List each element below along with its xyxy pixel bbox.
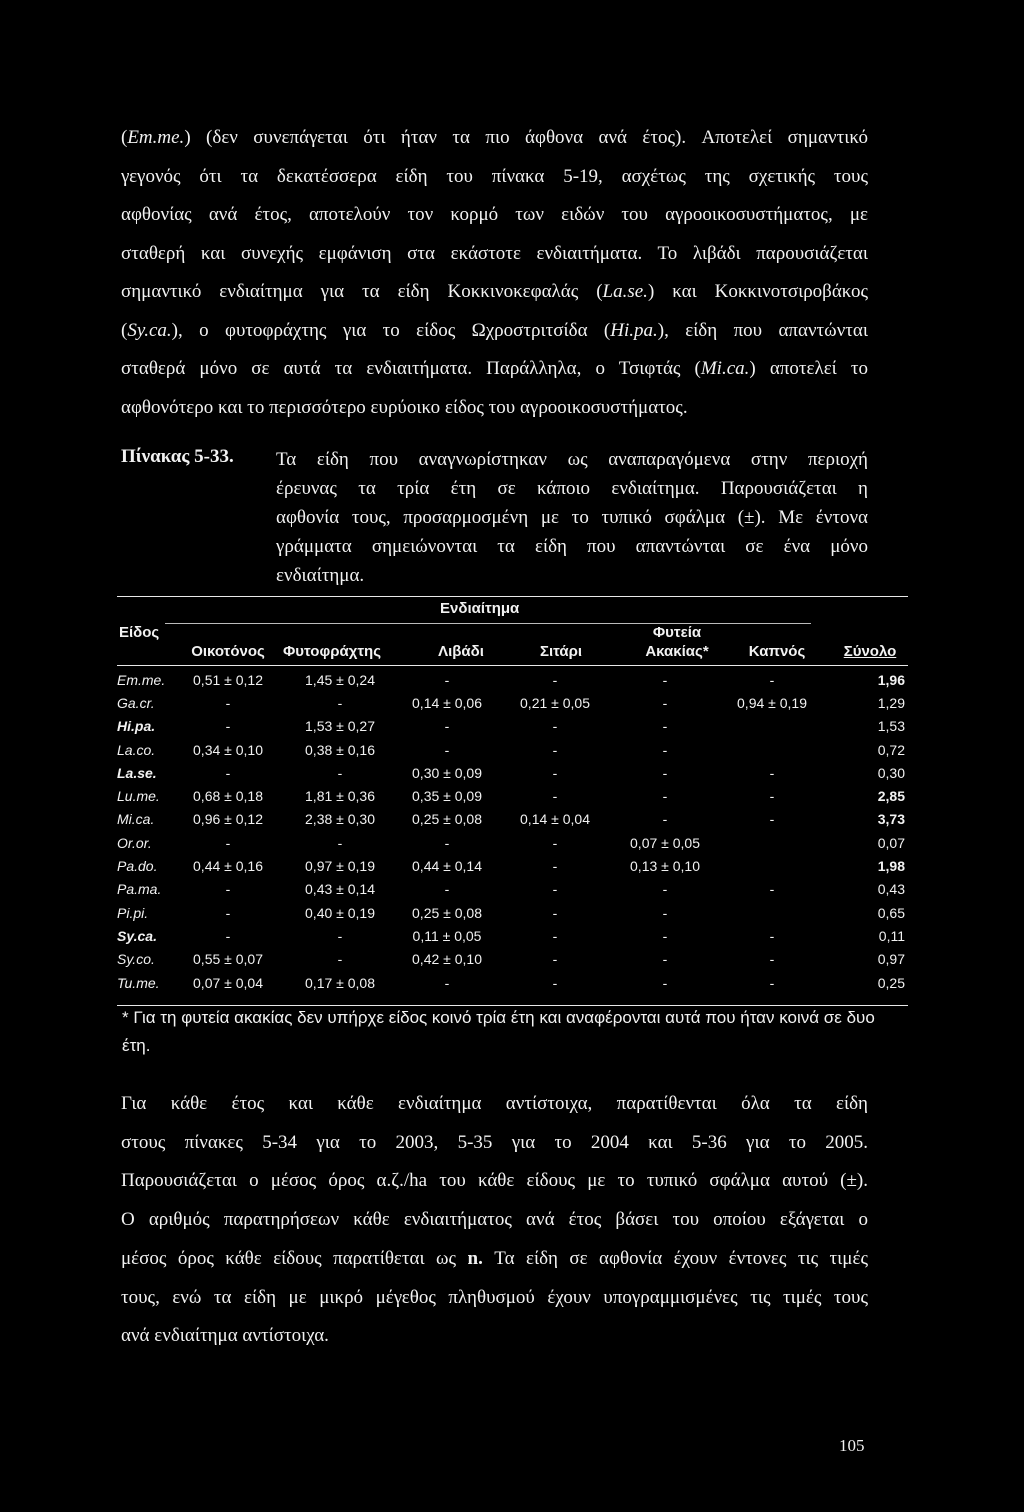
caption-line: έρευνας τα τρία έτη σε κάποιο ενδιαίτημα. Παρουσιάζεται η xyxy=(276,478,868,499)
column-header-line1: Φυτεία xyxy=(652,624,702,641)
table-row xyxy=(117,761,908,784)
table-row xyxy=(117,971,908,994)
column-header xyxy=(621,624,733,660)
table-top-rule xyxy=(117,596,908,597)
species-cell: Tu.me. xyxy=(117,974,160,991)
text-span: αφθονίας ανά έτος, αποτελούν τον κορμό των ειδών του αγροοικοσυστήματος, με xyxy=(121,204,868,225)
text-line xyxy=(121,196,868,235)
abundance-cell: - xyxy=(552,904,558,921)
species-cell: Or.or. xyxy=(117,834,152,851)
text-span: Sy.ca. xyxy=(127,319,172,341)
abundance-cell: - xyxy=(662,927,668,944)
abundance-cell xyxy=(721,854,823,877)
abundance-cell: - xyxy=(552,834,558,851)
abundance-cell: - xyxy=(225,764,231,781)
species-cell: Pa.ma. xyxy=(117,881,162,898)
column-header xyxy=(726,624,828,660)
column-header xyxy=(832,624,908,660)
abundance-cell: 0,43 ± 0,14 xyxy=(305,881,375,898)
species-cell: Mi.ca. xyxy=(117,811,155,828)
species-cell: Hi.pa. xyxy=(117,718,156,735)
column-header-line2: Ακακίας* xyxy=(645,643,709,660)
text-span: μέσος όρος κάθε είδους παρατίθεται ως xyxy=(121,1247,468,1269)
abundance-cell: - xyxy=(662,671,668,688)
text-line xyxy=(121,389,868,428)
abundance-cell: 0,14 ± 0,06 xyxy=(412,694,482,711)
total-cell: 1,29 xyxy=(877,694,905,711)
abundance-cell xyxy=(721,738,823,761)
abundance-cell: - xyxy=(662,951,668,968)
table-row xyxy=(117,668,908,691)
habitat-group-header: Ενδιαίτημα xyxy=(440,600,520,617)
total-cell: 0,11 xyxy=(878,927,905,944)
abundance-cell: 0,17 ± 0,08 xyxy=(305,974,375,991)
abundance-cell: - xyxy=(444,881,450,898)
abundance-cell xyxy=(721,715,823,738)
abundance-cell: - xyxy=(769,764,775,781)
text-span: ), ο φυτοφράχτης για το είδος Ωχροστριτσίδα ( xyxy=(171,319,611,341)
text-span: ( xyxy=(121,319,128,341)
table-footnote: * Για τη φυτεία ακακίας δεν υπήρχε είδος κοινό τρία έτη και αναφέρονται αυτά που ήταν κοινά σε δυο έτη. xyxy=(122,1008,875,1055)
abundance-cell: 0,07 ± 0,05 xyxy=(630,834,700,851)
text-span: γεγονός ότι τα δεκατέσσερα είδη του πίνακα 5-19, ασχέτως της σχετικής τους xyxy=(121,165,868,187)
total-cell: 2,85 xyxy=(877,788,905,805)
abundance-cell: - xyxy=(225,881,231,898)
text-span: Ο αριθμός παρατηρήσεων κάθε ενδιαιτήματος ανά έτος βάσει του οποίου εξάγεται ο xyxy=(121,1209,868,1231)
species-cell: Pi.pi. xyxy=(117,904,149,921)
abundance-cell: - xyxy=(662,764,668,781)
abundance-cell: 0,44 ± 0,16 xyxy=(193,858,263,875)
header-bottom-rule xyxy=(117,665,908,666)
abundance-cell: - xyxy=(225,834,231,851)
species-cell: Sy.ca. xyxy=(117,927,157,944)
abundance-cell xyxy=(721,901,823,924)
column-header-line1 xyxy=(279,624,385,643)
column-header xyxy=(407,624,515,660)
table-caption-label: Πίνακας 5-33. xyxy=(121,446,234,467)
text-span: Τα είδη σε αφθονία έχουν έντονες τις τιμές xyxy=(482,1247,868,1269)
abundance-cell: 0,44 ± 0,14 xyxy=(412,858,482,875)
abundance-cell: 0,94 ± 0,19 xyxy=(737,694,807,711)
abundance-cell: 0,35 ± 0,09 xyxy=(412,788,482,805)
abundance-cell: - xyxy=(225,927,231,944)
column-header-line2: Φυτοφράχτης xyxy=(282,643,381,660)
text-line xyxy=(121,1162,868,1201)
table-row xyxy=(117,854,908,877)
text-line xyxy=(121,119,868,158)
abundance-cell: - xyxy=(444,834,450,851)
abundance-cell: 1,81 ± 0,36 xyxy=(305,788,375,805)
abundance-cell: 0,42 ± 0,10 xyxy=(412,951,482,968)
column-header-line1 xyxy=(169,624,287,643)
abundance-cell: 0,51 ± 0,12 xyxy=(193,671,263,688)
abundance-cell: - xyxy=(662,881,668,898)
species-cell: La.co. xyxy=(117,741,156,758)
total-cell: 0,07 xyxy=(877,834,905,851)
abundance-cell: 0,97 ± 0,19 xyxy=(305,858,375,875)
species-cell: Lu.me. xyxy=(117,788,160,805)
text-span: Hi.pa. xyxy=(610,319,658,341)
text-line xyxy=(121,1240,868,1279)
column-header-line1 xyxy=(407,624,515,643)
abundance-cell: 0,96 ± 0,12 xyxy=(193,811,263,828)
table-row xyxy=(117,715,908,738)
text-line xyxy=(121,1085,868,1124)
abundance-cell: - xyxy=(662,974,668,991)
abundance-cell: - xyxy=(444,974,450,991)
abundance-cell: 0,07 ± 0,04 xyxy=(193,974,263,991)
abundance-cell: - xyxy=(552,974,558,991)
abundance-cell: 0,68 ± 0,18 xyxy=(193,788,263,805)
abundance-cell: - xyxy=(444,671,450,688)
text-span: ) (δεν συνεπάγεται ότι ήταν τα πιο άφθονα ανά έτος). Αποτελεί σημαντικό xyxy=(184,127,868,148)
text-line xyxy=(121,1124,868,1163)
abundance-cell: - xyxy=(337,764,343,781)
table-row xyxy=(117,808,908,831)
text-span: ) αποτελεί το xyxy=(749,358,869,379)
abundance-cell: 0,14 ± 0,04 xyxy=(520,811,590,828)
abundance-cell: - xyxy=(769,881,775,898)
text-span: αφθονότερο και το περισσότερο ευρύοικο είδος του αγροοικοσυστήματος. xyxy=(121,396,688,418)
total-cell: 0,30 xyxy=(877,764,905,781)
species-header: Είδος xyxy=(119,624,160,641)
abundance-cell: - xyxy=(552,718,558,735)
abundance-cell: 0,11 ± 0,05 xyxy=(412,927,482,944)
text-line xyxy=(121,235,868,274)
caption-line: ενδιαίτημα. xyxy=(276,565,365,586)
abundance-cell: - xyxy=(662,811,668,828)
abundance-cell: - xyxy=(552,881,558,898)
text-line xyxy=(121,1201,868,1240)
abundance-cell: 0,25 ± 0,08 xyxy=(412,904,482,921)
species-cell: Ga.cr. xyxy=(117,694,155,711)
text-span: Για κάθε έτος και κάθε ενδιαίτημα αντίστοιχα, παρατίθενται όλα τα είδη xyxy=(121,1093,868,1114)
text-span: Em.me. xyxy=(127,127,185,148)
abundance-cell: 2,38 ± 0,30 xyxy=(305,811,375,828)
abundance-cell: 0,40 ± 0,19 xyxy=(305,904,375,921)
text-line xyxy=(121,1279,868,1318)
abundance-cell: - xyxy=(444,718,450,735)
abundance-cell: - xyxy=(552,741,558,758)
species-cell: Pa.do. xyxy=(117,858,158,875)
table-row xyxy=(117,924,908,947)
abundance-cell: - xyxy=(552,764,558,781)
abundance-cell: 0,13 ± 0,10 xyxy=(630,858,700,875)
text-line xyxy=(121,273,868,312)
species-cell: Sy.co. xyxy=(117,951,155,968)
text-span: σταθερά μόνο σε αυτά τα ενδιαιτήματα. Παράλληλα, ο Τσιφτάς ( xyxy=(121,358,701,379)
abundance-cell xyxy=(721,831,823,854)
column-header-line2: Οικοτόνος xyxy=(191,643,265,660)
abundance-table-body xyxy=(117,668,908,994)
total-cell: 1,98 xyxy=(877,858,905,875)
text-span: τους, ενώ τα είδη με μικρό μέγεθος πληθυσμού έχουν υπογραμμισμένες τις τιμές τους xyxy=(121,1286,868,1308)
text-span: Παρουσιάζεται ο μέσος όρος α.ζ./ha του κάθε είδους με το τυπικό σφάλμα αυτού (±). xyxy=(121,1170,868,1192)
total-cell: 0,25 xyxy=(877,974,905,991)
species-cell: La.se. xyxy=(117,764,157,781)
total-cell: 3,73 xyxy=(877,811,905,828)
abundance-cell: - xyxy=(225,694,231,711)
abundance-cell: - xyxy=(337,694,343,711)
abundance-cell: - xyxy=(444,741,450,758)
abundance-cell: - xyxy=(769,951,775,968)
table-row xyxy=(117,691,908,714)
abundance-cell: 0,25 ± 0,08 xyxy=(412,811,482,828)
table-row xyxy=(117,948,908,971)
caption-line: γράμματα σημειώνονται τα είδη που απαντώνται σε ένα μόνο xyxy=(276,536,868,557)
total-cell: 1,53 xyxy=(877,718,905,735)
abundance-cell: - xyxy=(769,811,775,828)
text-line xyxy=(121,1317,868,1356)
abundance-cell: - xyxy=(662,694,668,711)
column-header-line2: Λιβάδι xyxy=(438,643,484,660)
column-header-line1 xyxy=(832,624,908,643)
abundance-cell: 0,55 ± 0,07 xyxy=(193,951,263,968)
text-span: σημαντικό ενδιαίτημα για τα είδη Κοκκινοκεφαλάς ( xyxy=(121,281,603,302)
text-span: ( xyxy=(121,127,128,148)
abundance-cell: - xyxy=(225,718,231,735)
table-row xyxy=(117,878,908,901)
abundance-cell: - xyxy=(769,671,775,688)
total-cell: 0,97 xyxy=(877,951,905,968)
total-cell: 0,43 xyxy=(877,881,905,898)
abundance-cell: - xyxy=(337,927,343,944)
abundance-cell: - xyxy=(337,834,343,851)
text-span: ), είδη που απαντώνται xyxy=(657,319,868,341)
abundance-cell: - xyxy=(552,788,558,805)
text-span: σταθερή και συνεχής εμφάνιση στα εκάστοτε ενδιαιτήματα. Το λιβάδι παρουσιάζεται xyxy=(121,242,868,264)
caption-line: αφθονία τους, προσαρμοσμένη με το τυπικό σφάλμα (±). Με έντονα xyxy=(276,507,868,528)
column-header-line1 xyxy=(507,624,615,643)
text-line xyxy=(121,158,868,197)
column-header-line1 xyxy=(726,624,828,643)
abundance-cell: - xyxy=(662,788,668,805)
abundance-cell: - xyxy=(662,904,668,921)
abundance-cell: 0,30 ± 0,09 xyxy=(412,764,482,781)
column-header-line2: Σιτάρι xyxy=(539,643,583,660)
abundance-cell: - xyxy=(552,858,558,875)
table-row xyxy=(117,831,908,854)
abundance-cell: 1,53 ± 0,27 xyxy=(305,718,375,735)
total-cell: 0,65 xyxy=(877,904,905,921)
column-header xyxy=(279,624,385,660)
abundance-cell: - xyxy=(769,788,775,805)
table-row xyxy=(117,738,908,761)
abundance-cell: - xyxy=(225,904,231,921)
abundance-cell: - xyxy=(769,974,775,991)
text-span: ανά ενδιαίτημα αντίστοιχα. xyxy=(121,1325,329,1347)
species-cell: Em.me. xyxy=(117,671,166,688)
text-span: La.se. xyxy=(602,281,648,302)
column-header xyxy=(169,624,287,660)
abundance-cell: - xyxy=(662,718,668,735)
table-row xyxy=(117,901,908,924)
abundance-cell: - xyxy=(552,671,558,688)
abundance-cell: - xyxy=(552,927,558,944)
abundance-cell: 0,21 ± 0,05 xyxy=(520,694,590,711)
text-line xyxy=(121,350,868,389)
column-header-line2: Σύνολο xyxy=(843,643,897,660)
abundance-cell: 1,45 ± 0,24 xyxy=(305,671,375,688)
text-span: στους πίνακες 5-34 για το 2003, 5-35 για το 2004 και 5-36 για το 2005. xyxy=(121,1131,868,1153)
abundance-cell: - xyxy=(552,951,558,968)
abundance-cell: - xyxy=(769,927,775,944)
total-cell: 1,96 xyxy=(877,671,905,688)
caption-line: Τα είδη που αναγνωρίστηκαν ως αναπαραγόμενα στην περιοχή xyxy=(276,449,868,470)
text-line xyxy=(121,312,868,351)
page-number: 105 xyxy=(839,1436,865,1455)
abundance-cell: - xyxy=(337,951,343,968)
abundance-cell: - xyxy=(662,741,668,758)
abundance-cell: 0,38 ± 0,16 xyxy=(305,741,375,758)
column-header-line2: Καπνός xyxy=(748,643,806,660)
text-span: n. xyxy=(467,1247,483,1269)
table-row xyxy=(117,784,908,807)
total-cell: 0,72 xyxy=(877,741,905,758)
abundance-cell: 0,34 ± 0,10 xyxy=(193,741,263,758)
column-header xyxy=(507,624,615,660)
text-span: Mi.ca. xyxy=(700,358,750,379)
text-span: ) και Κοκκινοτσιροβάκος xyxy=(647,281,868,302)
